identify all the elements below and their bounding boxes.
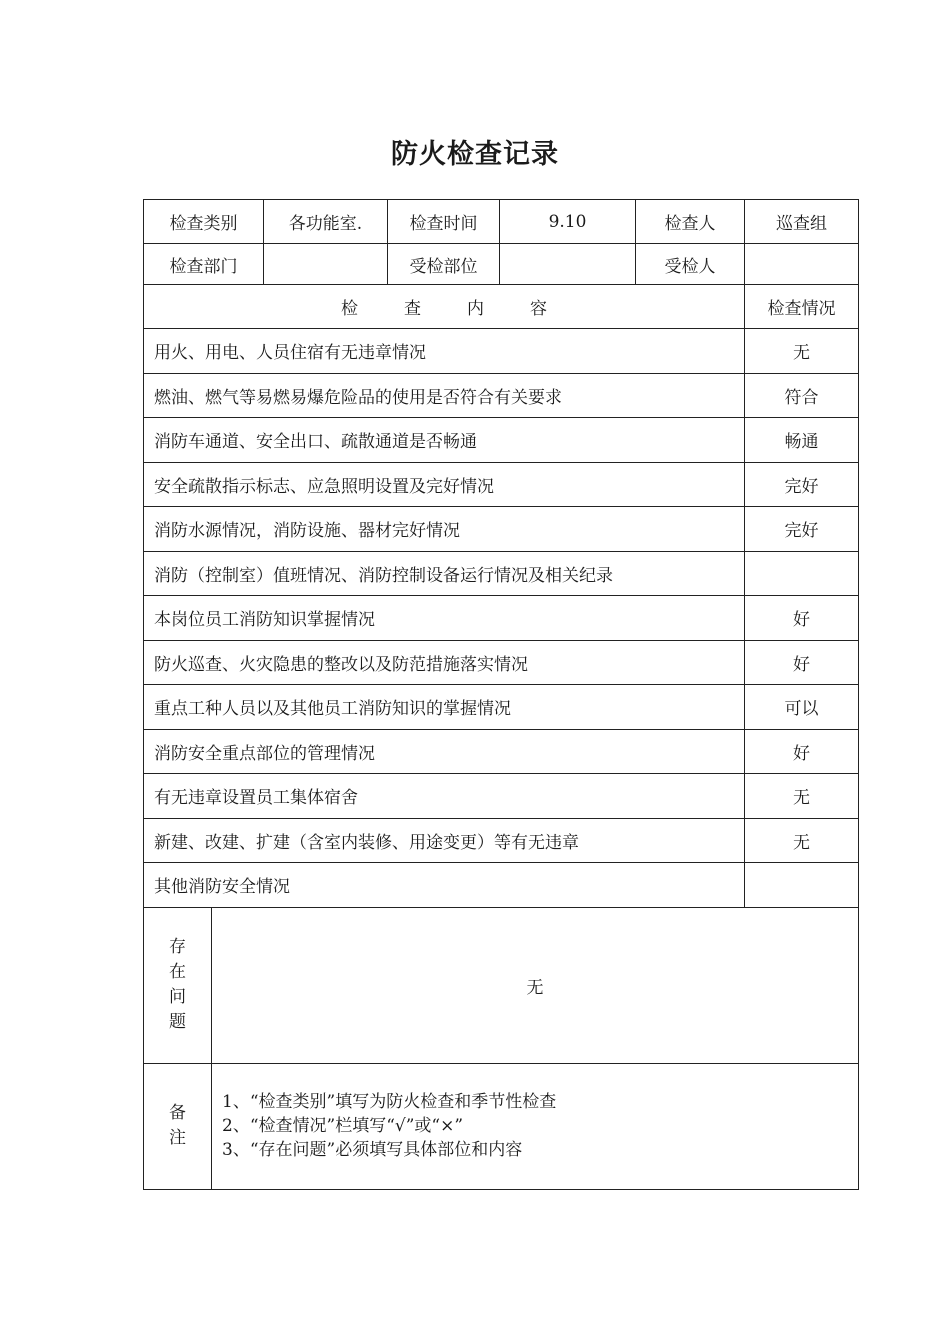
problems-value[interactable]: 无 bbox=[212, 907, 859, 1063]
category-label: 检查类别 bbox=[144, 200, 264, 244]
inspection-item-status[interactable]: 好 bbox=[745, 729, 859, 774]
inspection-item-text: 消防车通道、安全出口、疏散通道是否畅通 bbox=[144, 418, 745, 463]
inspection-item-text: 安全疏散指示标志、应急照明设置及完好情况 bbox=[144, 462, 745, 507]
remarks-row bbox=[144, 1063, 859, 1189]
content-header-row bbox=[144, 285, 859, 329]
remark-line: 3、“存在问题”必须填写具体部位和内容 bbox=[222, 1140, 523, 1160]
inspection-item-text: 本岗位员工消防知识掌握情况 bbox=[144, 596, 745, 641]
inspection-item-row bbox=[144, 818, 859, 863]
inspection-item-status[interactable] bbox=[745, 551, 859, 596]
problems-row bbox=[144, 907, 859, 1063]
inspection-item-row bbox=[144, 685, 859, 730]
inspection-item-text: 用火、用电、人员住宿有无违章情况 bbox=[144, 329, 745, 374]
inspection-item-row bbox=[144, 462, 859, 507]
inspection-item-status[interactable]: 无 bbox=[745, 818, 859, 863]
inspection-item-status[interactable]: 无 bbox=[745, 774, 859, 819]
problems-label-char: 存 bbox=[169, 937, 186, 957]
inspection-item-status[interactable]: 好 bbox=[745, 640, 859, 685]
inspection-item-row bbox=[144, 729, 859, 774]
problems-label-char: 题 bbox=[169, 1012, 186, 1032]
dept-value[interactable] bbox=[264, 244, 388, 285]
remarks-label bbox=[144, 1063, 212, 1189]
inspection-item-row bbox=[144, 863, 859, 908]
status-label: 检查情况 bbox=[745, 285, 859, 329]
inspection-item-row bbox=[144, 418, 859, 463]
inspector-value[interactable]: 巡查组 bbox=[745, 200, 859, 244]
inspection-item-text: 新建、改建、扩建（含室内装修、用途变更）等有无违章 bbox=[144, 818, 745, 863]
time-label: 检查时间 bbox=[388, 200, 500, 244]
header-row-1 bbox=[144, 200, 859, 244]
inspection-item-status[interactable]: 完好 bbox=[745, 462, 859, 507]
inspector-label: 检查人 bbox=[636, 200, 745, 244]
inspection-item-status[interactable]: 完好 bbox=[745, 507, 859, 552]
remarks-content bbox=[212, 1063, 859, 1189]
inspection-item-text: 消防安全重点部位的管理情况 bbox=[144, 729, 745, 774]
inspection-item-text: 其他消防安全情况 bbox=[144, 863, 745, 908]
inspection-item-text: 消防水源情况，消防设施、器材完好情况 bbox=[144, 507, 745, 552]
inspection-item-status[interactable]: 可以 bbox=[745, 685, 859, 730]
header-row-2 bbox=[144, 244, 859, 285]
page-title: 防火检查记录 bbox=[391, 139, 559, 170]
location-value[interactable] bbox=[500, 244, 636, 285]
inspection-item-text: 防火巡查、火灾隐患的整改以及防范措施落实情况 bbox=[144, 640, 745, 685]
inspection-item-status[interactable]: 好 bbox=[745, 596, 859, 641]
inspected-value[interactable] bbox=[745, 244, 859, 285]
remark-line: 1、“检查类别”填写为防火检查和季节性检查 bbox=[222, 1092, 557, 1112]
location-label: 受检部位 bbox=[388, 244, 500, 285]
inspection-item-text: 消防（控制室）值班情况、消防控制设备运行情况及相关纪录 bbox=[144, 551, 745, 596]
inspection-item-status[interactable]: 无 bbox=[745, 329, 859, 374]
remark-line: 2、“检查情况”栏填写“√”或“×” bbox=[222, 1116, 464, 1136]
dept-label: 检查部门 bbox=[144, 244, 264, 285]
inspection-item-row bbox=[144, 507, 859, 552]
inspection-item-row bbox=[144, 774, 859, 819]
inspection-item-text: 有无违章设置员工集体宿舍 bbox=[144, 774, 745, 819]
inspected-label: 受检人 bbox=[636, 244, 745, 285]
inspection-item-status[interactable]: 符合 bbox=[745, 373, 859, 418]
remarks-label-char: 备 bbox=[169, 1103, 186, 1123]
inspection-item-status[interactable] bbox=[745, 863, 859, 908]
problems-label bbox=[144, 907, 212, 1063]
category-value[interactable]: 各功能室. bbox=[264, 200, 388, 244]
fire-inspection-form bbox=[143, 199, 859, 1190]
problems-label-char: 在 bbox=[169, 962, 186, 982]
time-value[interactable]: 9.10 bbox=[500, 200, 636, 244]
inspection-item-row bbox=[144, 329, 859, 374]
remarks-label-char: 注 bbox=[169, 1128, 186, 1148]
inspection-item-row bbox=[144, 596, 859, 641]
inspection-item-row bbox=[144, 373, 859, 418]
inspection-item-row bbox=[144, 640, 859, 685]
problems-label-char: 问 bbox=[169, 987, 186, 1007]
inspection-item-row bbox=[144, 551, 859, 596]
inspection-item-status[interactable]: 畅通 bbox=[745, 418, 859, 463]
inspection-item-text: 燃油、燃气等易燃易爆危险品的使用是否符合有关要求 bbox=[144, 373, 745, 418]
inspection-item-text: 重点工种人员以及其他员工消防知识的掌握情况 bbox=[144, 685, 745, 730]
content-label: 检查内容 bbox=[144, 285, 745, 329]
